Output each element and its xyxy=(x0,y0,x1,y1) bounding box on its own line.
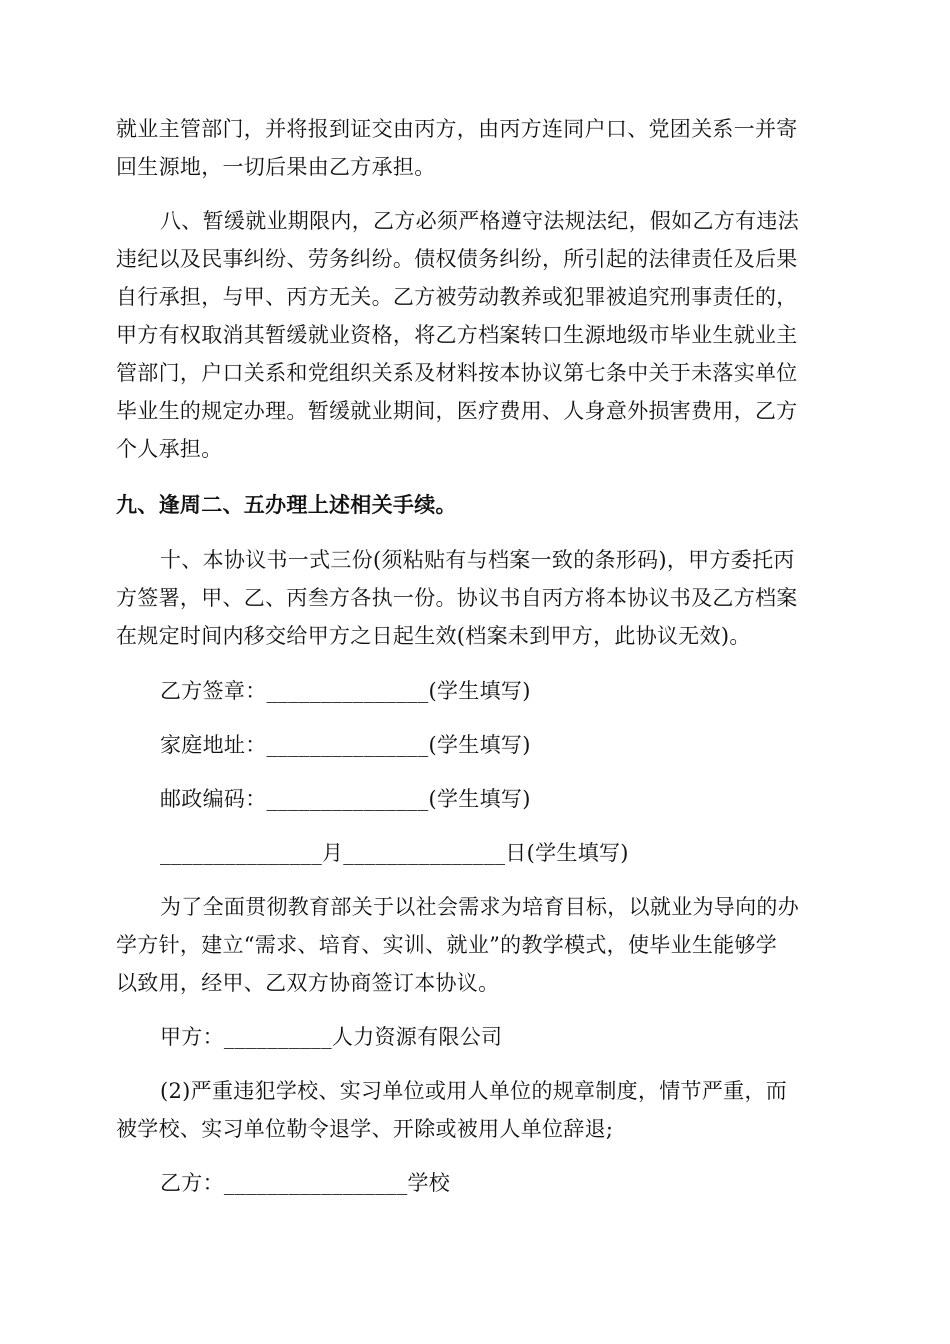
text-line: 回生源地，一切后果由乙方承担。 xyxy=(116,155,436,179)
text-line: (2)严重违犯学校、实习单位或用人单位的规章制度，情节严重，而 xyxy=(160,1079,788,1103)
text-line: 八、暂缓就业期限内，乙方必须严格遵守法规法纪，假如乙方有违法 xyxy=(160,209,799,233)
text-line: 管部门，户口关系和党组织关系及材料按本协议第七条中关于未落实单位 xyxy=(116,361,798,385)
text-line: 自行承担，与甲、丙方无关。乙方被劳动教养或犯罪被追究刑事责任的， xyxy=(116,285,798,309)
text-line: 为了全面贯彻教育部关于以社会需求为培育目标，以就业为导向的办 xyxy=(160,895,799,919)
text-line: 就业主管部门，并将报到证交由丙方，由丙方连同户口、党团关系一并寄 xyxy=(116,117,798,141)
address-field: 家庭地址：_______________(学生填写) xyxy=(160,733,531,757)
text-line: 毕业生的规定办理。暂缓就业期间，医疗费用、人身意外损害费用，乙方 xyxy=(116,399,798,423)
text-line: 甲方有权取消其暂缓就业资格，将乙方档案转口生源地级市毕业生就业主 xyxy=(116,323,798,347)
section-heading: 九、逢周二、五办理上述相关手续。 xyxy=(116,492,457,517)
text-line: 学方针，建立“需求、培育、实训、就业”的教学模式，使毕业生能够学 xyxy=(116,933,778,957)
postal-code-field: 邮政编码：_______________(学生填写) xyxy=(160,787,531,811)
date-field: _______________月_______________日(学生填写) xyxy=(160,841,629,865)
text-line: 被学校、实习单位勒令退学、开除或被用人单位辞退; xyxy=(116,1117,614,1141)
party-a-field: 甲方：__________人力资源有限公司 xyxy=(160,1025,503,1049)
text-line: 方签署，甲、乙、丙叁方各执一份。协议书自丙方将本协议书及乙方档案 xyxy=(116,586,798,610)
text-line: 违纪以及民事纠纷、劳务纠纷。债权债务纠纷，所引起的法律责任及后果 xyxy=(116,247,798,271)
signature-field: 乙方签章：_______________(学生填写) xyxy=(160,679,531,703)
text-line: 以致用，经甲、乙双方协商签订本协议。 xyxy=(116,971,500,995)
party-b-field: 乙方：_________________学校 xyxy=(160,1171,451,1195)
text-line: 十、本协议书一式三份(须粘贴有与档案一致的条形码)，甲方委托丙 xyxy=(160,548,795,572)
text-line: 在规定时间内移交给甲方之日起生效(档案未到甲方，此协议无效)。 xyxy=(116,624,751,648)
text-line: 个人承担。 xyxy=(116,437,223,461)
